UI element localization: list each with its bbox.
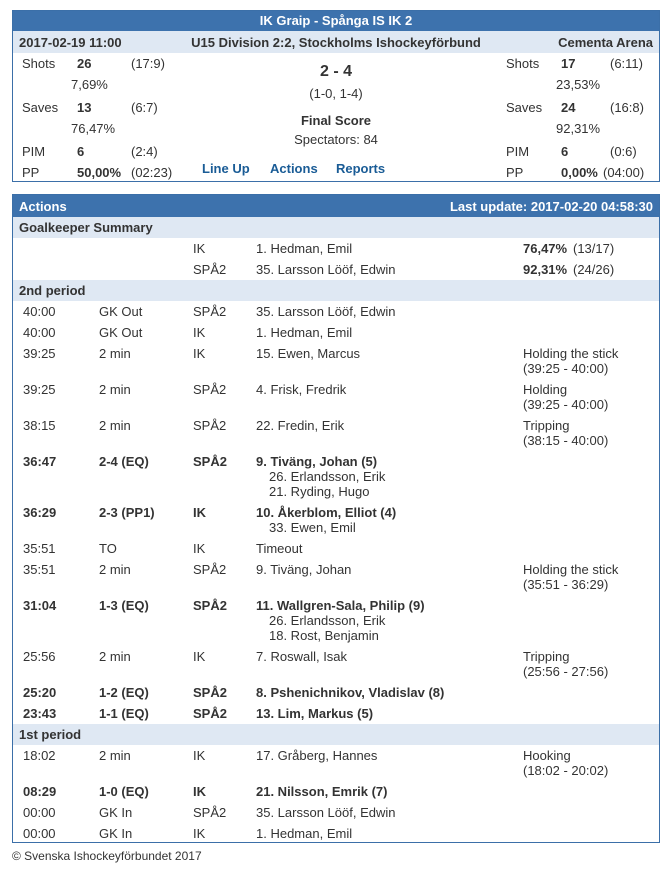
action-row — [13, 343, 659, 379]
gk-player: 35. Larsson Lööf, Edwin — [256, 262, 396, 277]
penalty-time: (39:25 - 40:00) — [523, 361, 609, 376]
action-type: TO — [99, 541, 117, 556]
nav-actions-link[interactable]: Actions — [270, 161, 318, 176]
goal-scorer: 21. Nilsson, Emrik (7) — [256, 784, 388, 799]
action-type: GK In — [99, 826, 133, 841]
action-time: 35:51 — [23, 541, 56, 556]
action-time: 00:00 — [23, 805, 56, 820]
penalty-time: (18:02 - 20:02) — [523, 763, 609, 778]
action-team: IK — [193, 505, 206, 520]
penalty-time: (38:15 - 40:00) — [523, 433, 609, 448]
goalkeeper-summary-header: Goalkeeper Summary — [13, 217, 659, 238]
away-shots-value: 17 — [561, 56, 576, 71]
action-type: 2 min — [99, 346, 131, 361]
action-type: GK Out — [99, 304, 143, 319]
action-type: GK In — [99, 805, 133, 820]
action-time: 35:51 — [23, 562, 56, 577]
action-player: 15. Ewen, Marcus — [256, 346, 361, 361]
period-2-header: 2nd period — [13, 280, 659, 301]
game-date: 2017-02-19 11:00 — [19, 34, 122, 50]
period-1-header: 1st period — [13, 724, 659, 745]
action-type: 1-1 (EQ) — [99, 706, 149, 721]
gk-save-pct: 92,31% — [523, 262, 568, 277]
gk-saves: (13/17) — [573, 241, 615, 256]
home-shots-periods: (17:9) — [131, 56, 165, 71]
home-shots-label: Shots — [22, 56, 56, 71]
assist-player: 26. Erlandsson, Erik — [269, 613, 386, 628]
gk-saves: (24/26) — [573, 262, 615, 277]
away-shooting-pct: 23,53% — [556, 77, 601, 92]
action-time: 23:43 — [23, 706, 57, 721]
goal-scorer: 11. Wallgren-Sala, Philip (9) — [256, 598, 425, 613]
home-pp-time: (02:23) — [131, 165, 173, 180]
game-title: IK Graip - Spånga IS IK 2 — [13, 11, 659, 31]
action-time: 25:56 — [23, 649, 56, 664]
assist-player: 21. Ryding, Hugo — [269, 484, 370, 499]
away-pp-value: 0,00% — [561, 165, 598, 180]
action-row — [13, 559, 659, 595]
action-player: 1. Hedman, Emil — [256, 826, 353, 841]
action-team: IK — [193, 649, 206, 664]
home-pim-label: PIM — [22, 144, 46, 159]
home-saves-value: 13 — [77, 100, 92, 115]
penalty-reason: Tripping — [523, 418, 570, 433]
action-type: 2 min — [99, 382, 131, 397]
action-type: 1-2 (EQ) — [99, 685, 149, 700]
goalkeeper-row — [13, 259, 659, 280]
actions-title: Actions — [19, 198, 67, 214]
home-pim-periods: (2:4) — [131, 144, 158, 159]
penalty-reason: Holding — [523, 382, 568, 397]
actions-header — [13, 195, 659, 217]
action-time: 39:25 — [23, 346, 56, 361]
assist-player: 33. Ewen, Emil — [269, 520, 356, 535]
penalty-time: (25:56 - 27:56) — [523, 664, 609, 679]
action-time: 40:00 — [23, 325, 56, 340]
goal-scorer: 8. Pshenichnikov, Vladislav (8) — [256, 685, 445, 700]
home-saves-periods: (6:7) — [131, 100, 158, 115]
action-team: SPÅ2 — [193, 418, 227, 433]
action-team: SPÅ2 — [193, 598, 227, 613]
action-time: 25:20 — [23, 685, 57, 700]
action-player: 22. Fredin, Erik — [256, 418, 345, 433]
action-type: 2 min — [99, 748, 131, 763]
action-time: 31:04 — [23, 598, 57, 613]
away-shots-label: Shots — [506, 56, 540, 71]
action-type: GK Out — [99, 325, 143, 340]
action-team: IK — [193, 748, 206, 763]
actions-panel — [12, 194, 660, 843]
action-type: 2 min — [99, 562, 131, 577]
goal-row — [13, 781, 659, 802]
action-type: 1-3 (EQ) — [99, 598, 149, 613]
action-row — [13, 415, 659, 451]
game-status: Final Score — [300, 113, 372, 128]
gk-player: 1. Hedman, Emil — [256, 241, 353, 256]
gk-team: IK — [193, 241, 206, 256]
penalty-reason: Hooking — [523, 748, 571, 763]
spectators: Spectators: 84 — [294, 132, 378, 147]
action-team: SPÅ2 — [193, 382, 227, 397]
action-type: 2-4 (EQ) — [99, 454, 149, 469]
action-team: IK — [193, 826, 206, 841]
action-time: 18:02 — [23, 748, 56, 763]
arena-name: Cementa Arena — [558, 34, 653, 50]
home-saves-label: Saves — [22, 100, 59, 115]
home-shots-value: 26 — [77, 56, 92, 71]
goal-row — [13, 595, 659, 646]
action-player: 7. Roswall, Isak — [256, 649, 348, 664]
goal-scorer: 13. Lim, Markus (5) — [256, 706, 374, 721]
action-row — [13, 745, 659, 781]
action-type: 1-0 (EQ) — [99, 784, 149, 799]
game-info-bar — [13, 31, 659, 53]
action-row — [13, 379, 659, 415]
assist-player: 26. Erlandsson, Erik — [269, 469, 386, 484]
game-summary-panel — [12, 10, 660, 182]
goal-row — [13, 451, 659, 502]
gk-team: SPÅ2 — [193, 262, 227, 277]
action-time: 36:47 — [23, 454, 57, 469]
away-saves-label: Saves — [506, 100, 543, 115]
action-player: 4. Frisk, Fredrik — [256, 382, 347, 397]
action-team: SPÅ2 — [193, 454, 227, 469]
penalty-time: (39:25 - 40:00) — [523, 397, 609, 412]
action-type: 2 min — [99, 649, 131, 664]
action-player: 17. Gråberg, Hannes — [256, 748, 378, 763]
goal-row — [13, 682, 659, 703]
away-saves-value: 24 — [561, 100, 576, 115]
nav-reports-link[interactable]: Reports — [336, 161, 386, 176]
action-row — [13, 823, 659, 844]
away-saves-periods: (16:8) — [610, 100, 644, 115]
goalkeeper-row — [13, 238, 659, 259]
last-update: Last update: 2017-02-20 04:58:30 — [449, 198, 653, 214]
home-save-pct: 76,47% — [71, 121, 116, 136]
action-player: 35. Larsson Lööf, Edwin — [256, 304, 396, 319]
period-scores: (1-0, 1-4) — [309, 86, 363, 101]
action-time: 00:00 — [23, 826, 56, 841]
action-time: 38:15 — [23, 418, 56, 433]
home-shooting-pct: 7,69% — [71, 77, 108, 92]
nav-line-up-link[interactable]: Line Up — [202, 161, 250, 176]
copyright-footer: © Svenska Ishockeyförbundet 2017 — [12, 849, 202, 863]
goal-scorer: 10. Åkerblom, Elliot (4) — [256, 505, 397, 520]
penalty-time: (35:51 - 36:29) — [523, 577, 609, 592]
action-player: 35. Larsson Lööf, Edwin — [256, 805, 396, 820]
action-player: 1. Hedman, Emil — [256, 325, 353, 340]
action-team: IK — [193, 784, 206, 799]
away-pim-value: 6 — [561, 144, 569, 159]
scoreboard — [13, 53, 659, 188]
goal-row — [13, 703, 659, 724]
action-row — [13, 646, 659, 682]
action-time: 36:29 — [23, 505, 57, 520]
action-row — [13, 301, 659, 322]
final-score: 2 - 4 — [319, 63, 352, 80]
action-team: SPÅ2 — [193, 805, 227, 820]
penalty-reason: Tripping — [523, 649, 570, 664]
action-team: IK — [193, 346, 206, 361]
action-team: IK — [193, 325, 206, 340]
home-pp-value: 50,00% — [77, 165, 122, 180]
action-team: SPÅ2 — [193, 685, 227, 700]
league-name: U15 Division 2:2, Stockholms Ishockeyförbund — [191, 34, 481, 50]
away-pim-label: PIM — [506, 144, 530, 159]
gk-save-pct: 76,47% — [523, 241, 568, 256]
action-player: 9. Tiväng, Johan — [256, 562, 352, 577]
action-team: SPÅ2 — [193, 304, 227, 319]
goal-scorer: 9. Tiväng, Johan (5) — [256, 454, 378, 469]
action-team: SPÅ2 — [193, 706, 227, 721]
action-row — [13, 322, 659, 343]
away-pim-periods: (0:6) — [610, 144, 637, 159]
assist-player: 18. Rost, Benjamin — [269, 628, 379, 643]
goal-row — [13, 502, 659, 538]
action-team: IK — [193, 541, 206, 556]
action-time: 39:25 — [23, 382, 56, 397]
action-type: 2 min — [99, 418, 131, 433]
away-pp-time: (04:00) — [603, 165, 645, 180]
action-row — [13, 802, 659, 823]
home-pp-label: PP — [22, 165, 40, 180]
action-team: SPÅ2 — [193, 562, 227, 577]
penalty-reason: Holding the stick — [523, 562, 619, 577]
away-pp-label: PP — [506, 165, 524, 180]
away-save-pct: 92,31% — [556, 121, 601, 136]
action-time: 40:00 — [23, 304, 56, 319]
action-player: Timeout — [256, 541, 303, 556]
action-time: 08:29 — [23, 784, 57, 799]
penalty-reason: Holding the stick — [523, 346, 619, 361]
home-pim-value: 6 — [77, 144, 85, 159]
action-type: 2-3 (PP1) — [99, 505, 155, 520]
away-shots-periods: (6:11) — [610, 56, 643, 71]
action-row — [13, 538, 659, 559]
